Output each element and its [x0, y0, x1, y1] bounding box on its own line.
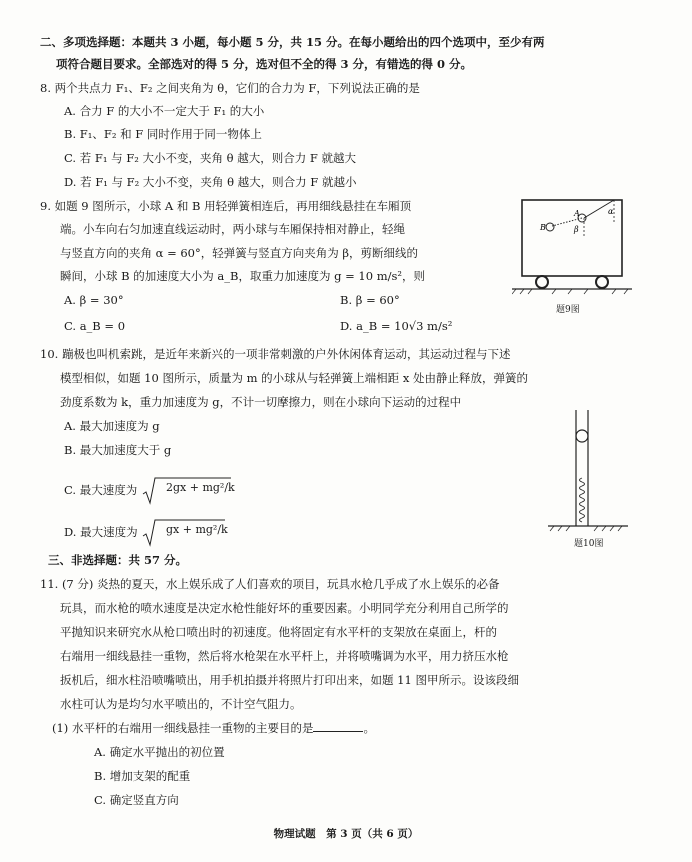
q9-option-c: C. a_B = 0	[64, 319, 126, 333]
q11-option-a: A. 确定水平抛出的初位置	[94, 745, 225, 759]
q10-line2: 模型相似，如题 10 图所示，质量为 m 的小球从与轻弹簧上端相距 x 处由静止释放，弹簧的	[60, 371, 528, 385]
q9-option-d: D. a_B = 10√3 m/s²	[340, 319, 453, 333]
q8-option-c: C. 若 F₁ 与 F₂ 大小不变，夹角 θ 越大，则合力 F 就越大	[64, 151, 357, 165]
q9-option-a: A. β = 30°	[64, 293, 124, 307]
q10-option-d-expression: gx + mg²/k	[166, 523, 228, 536]
figure-10-caption: 题10图	[574, 539, 604, 549]
q11-line2: 玩具，而水枪的喷水速度是决定水枪性能好坏的重要因素。小明同学充分利用自己所学的	[60, 601, 509, 615]
q9-option-b: B. β = 60°	[340, 293, 400, 307]
q9-line3: 与竖直方向的夹角 α = 60°，轻弹簧与竖直方向夹角为 β，剪断细线的	[60, 246, 419, 260]
q8-stem: 8. 两个共点力 F₁、F₂ 之间夹角为 θ，它们的合力为 F，下列说法正确的是	[40, 81, 420, 95]
q10-option-a: A. 最大加速度为 g	[64, 419, 160, 433]
q10-option-b: B. 最大加速度大于 g	[64, 443, 172, 457]
section3-title: 三、非选择题：共 57 分。	[48, 553, 188, 567]
figure-9-caption: 题9图	[556, 305, 580, 315]
q11-line5: 扳机后，细水柱沿喷嘴喷出，用手机拍摄并将照片打印出来，如题 11 图甲所示。设该段细	[60, 673, 519, 687]
fig9-label-beta: β	[574, 225, 579, 234]
q10-option-c	[64, 476, 233, 506]
fig9-label-a: A	[574, 209, 580, 218]
q11-line1: 11. (7 分) 炎热的夏天，水上娱乐成了人们喜欢的项目，玩具水枪几乎成了水上娱乐的必备	[40, 577, 500, 591]
figure-9-cart-diagram	[512, 196, 632, 296]
q11-part1-end: 。	[363, 721, 375, 735]
figure-10-spring-diagram	[548, 408, 628, 534]
fig9-label-b: B	[540, 223, 546, 232]
q11-option-b: B. 增加支架的配重	[94, 769, 191, 783]
answer-blank[interactable]	[313, 720, 363, 732]
q8-option-a: A. 合力 F 的大小不一定大于 F₁ 的大小	[64, 104, 265, 118]
section2-line2: 项符合题目要求。全部选对的得 5 分，选对但不全的得 3 分，有错选的得 0 分。	[56, 57, 473, 71]
q10-option-d	[64, 518, 227, 548]
q11-option-c: C. 确定竖直方向	[94, 793, 179, 807]
q11-part1	[52, 720, 375, 736]
q11-line4: 右端用一细线悬挂一重物，然后将水枪架在水平杆上，并将喷嘴调为水平，用力挤压水枪	[60, 649, 509, 663]
q11-line6: 水柱可认为是均匀水平喷出的，不计空气阻力。	[60, 697, 302, 711]
fig9-label-alpha: α	[608, 207, 614, 216]
q10-option-c-prefix: C. 最大速度为	[64, 483, 138, 497]
q9-line1: 9. 如题 9 图所示，小球 A 和 B 用轻弹簧相连后，再用细线悬挂在车厢顶	[40, 199, 412, 213]
q11-part1-text: (1) 水平杆的右端用一细线悬挂一重物的主要目的是	[52, 721, 314, 735]
q10-line3: 劲度系数为 k，重力加速度为 g，不计一切摩擦力，则在小球向下运动的过程中	[60, 395, 462, 409]
q8-option-b: B. F₁、F₂ 和 F 同时作用于同一物体上	[64, 127, 262, 141]
q8-option-d: D. 若 F₁ 与 F₂ 大小不变，夹角 θ 越大，则合力 F 就越小	[64, 175, 357, 189]
q10-option-d-prefix: D. 最大速度为	[64, 525, 138, 539]
q10-line1: 10. 蹦极也叫机索跳，是近年来新兴的一项非常刺激的户外休闲体育运动，其运动过程与下述	[40, 347, 511, 361]
q10-option-c-expression: 2gx + mg²/k	[166, 481, 235, 494]
page-footer: 物理试题 第 3 页（共 6 页）	[273, 828, 419, 840]
q11-line3: 平抛知识来研究水从枪口喷出时的初速度。他将固定有水平杆的支架放在桌面上，杆的	[60, 625, 497, 639]
q9-line2: 端。小车向右匀加速直线运动时，两小球与车厢保持相对静止，轻绳	[60, 222, 405, 236]
section2-line1: 二、多项选择题：本题共 3 小题，每小题 5 分，共 15 分。在每小题给出的四个选项中，至少有两	[40, 35, 545, 49]
q9-line4: 瞬间，小球 B 的加速度大小为 a_B，取重力加速度为 g = 10 m/s²，则	[60, 269, 426, 283]
